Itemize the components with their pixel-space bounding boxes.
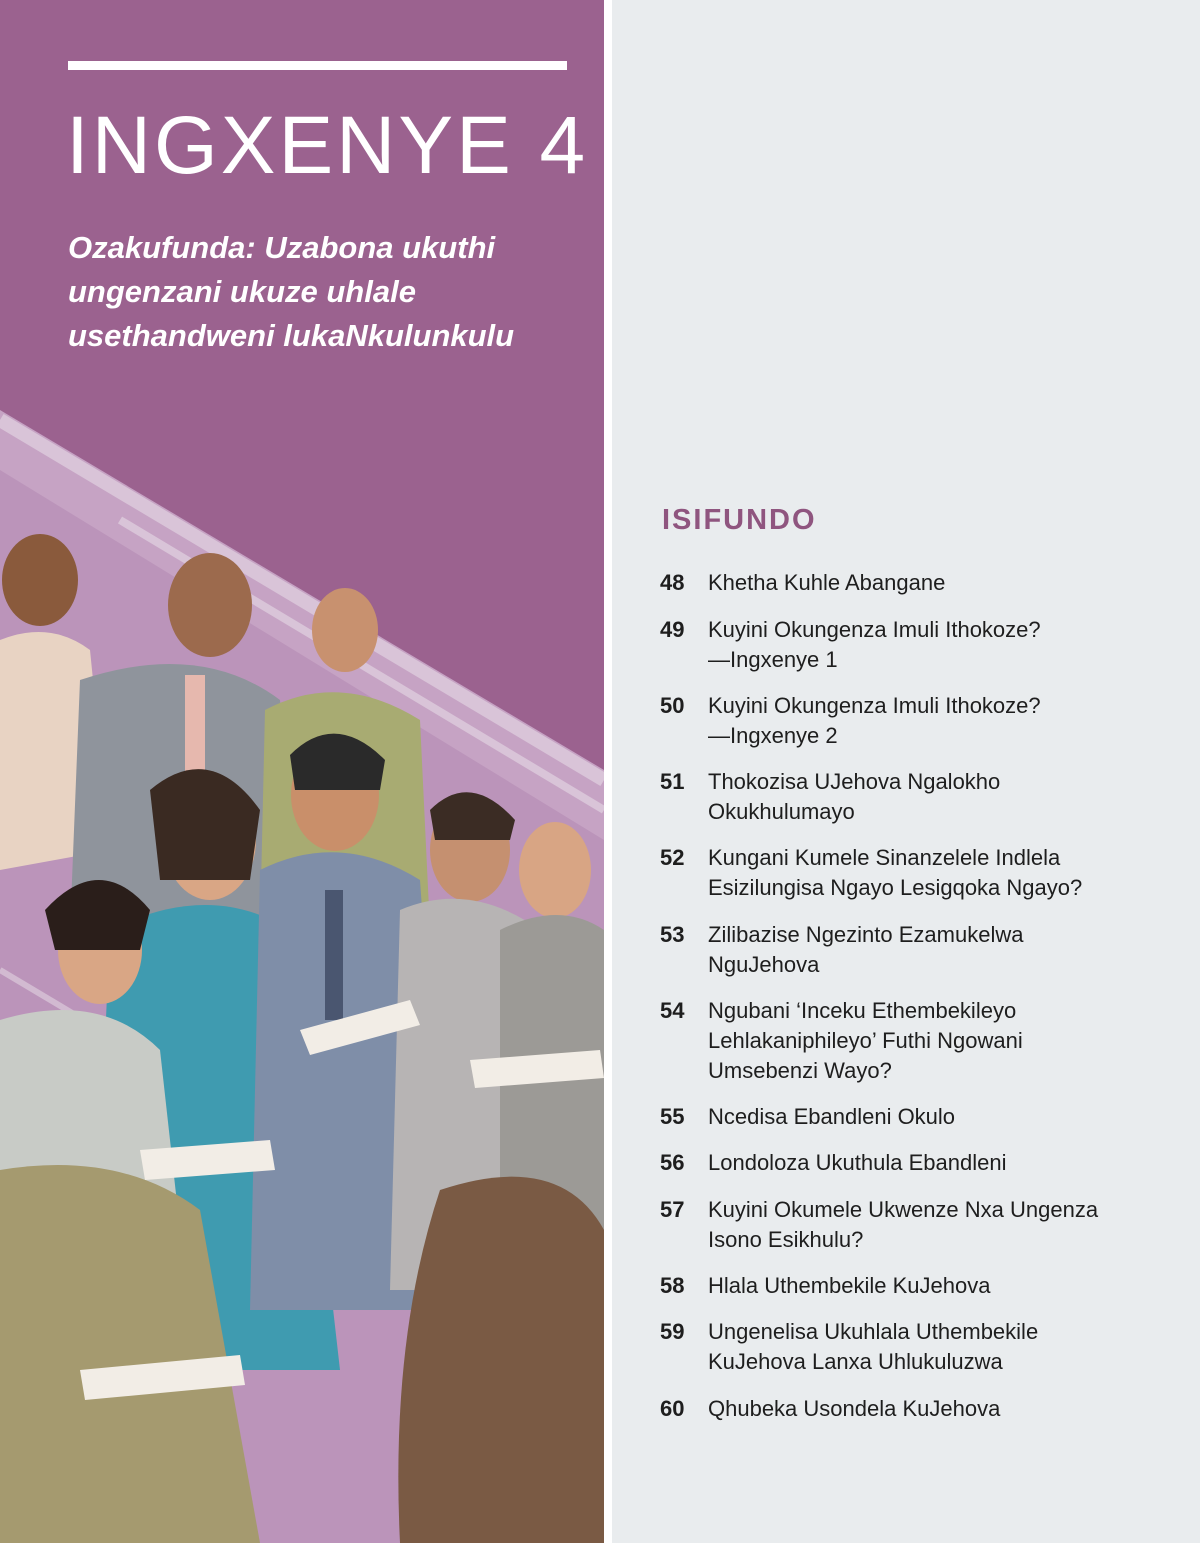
lesson-title: Kuyini Okumele Ukwenze Nxa Ungenza Isono Esikhulu? — [708, 1197, 1099, 1252]
part-subtitle: Ozakufunda: Uzabona ukuthi ungenzani ukuze uhlale usethandweni lukaNkulunkulu — [68, 230, 515, 353]
lesson-title: Khetha Kuhle Abangane — [708, 570, 946, 595]
toc-item-49[interactable] — [660, 615, 1160, 675]
lesson-title: Kungani Kumele Sinanzelele Indlela Esizilungisa Ngayo Lesigqoka Ngayo? — [708, 845, 1083, 900]
toc-item-54[interactable] — [660, 996, 1160, 1086]
lesson-number: 58 — [660, 1273, 685, 1298]
lesson-title: Thokozisa UJehova Ngalokho Okukhulumayo — [708, 769, 1001, 824]
top-rule — [68, 61, 567, 70]
lesson-number: 54 — [660, 998, 685, 1023]
lesson-title: Ungenelisa Ukuhlala Uthembekile KuJehova Lanxa Uhlukuluzwa — [708, 1319, 1039, 1374]
lesson-title: Ngubani ‘Inceku Ethembekileyo Lehlakaniphileyo’ Futhi Ngowani Umsebenzi Wayo? — [708, 998, 1023, 1083]
congregation-illustration — [0, 410, 604, 1543]
toc-item-52[interactable] — [660, 843, 1160, 903]
lesson-title: Ncedisa Ebandleni Okulo — [708, 1104, 956, 1129]
toc-item-56[interactable] — [660, 1148, 1160, 1178]
toc-item-57[interactable] — [660, 1195, 1160, 1255]
lesson-number: 48 — [660, 570, 685, 595]
lesson-number: 52 — [660, 845, 685, 870]
toc-item-51[interactable] — [660, 767, 1160, 827]
page-divider — [604, 0, 612, 1543]
toc-item-58[interactable] — [660, 1271, 1160, 1301]
lesson-title: Londoloza Ukuthula Ebandleni — [708, 1150, 1007, 1175]
toc-item-53[interactable] — [660, 920, 1160, 980]
lesson-number: 51 — [660, 769, 685, 794]
toc-item-50[interactable] — [660, 691, 1160, 751]
part-title: INGXENYE 4 — [66, 100, 589, 191]
toc-item-60[interactable] — [660, 1394, 1160, 1424]
lesson-number: 56 — [660, 1150, 685, 1175]
person-woman-foreground-hair — [398, 1177, 604, 1543]
lesson-number: 57 — [660, 1197, 685, 1222]
lesson-title: Qhubeka Usondela KuJehova — [708, 1396, 1001, 1421]
toc-item-48[interactable] — [660, 568, 1160, 598]
lesson-number: 55 — [660, 1104, 685, 1129]
toc-item-55[interactable] — [660, 1102, 1160, 1132]
lesson-number: 59 — [660, 1319, 685, 1344]
lesson-title: Zilibazise Ngezinto Ezamukelwa NguJehova — [708, 922, 1024, 977]
lesson-number: 60 — [660, 1396, 685, 1421]
lesson-number: 53 — [660, 922, 685, 947]
lesson-number: 49 — [660, 617, 685, 642]
toc-item-59[interactable] — [660, 1317, 1160, 1377]
lesson-title: Kuyini Okungenza Imuli Ithokoze? —Ingxenye 2 — [708, 693, 1041, 748]
toc-heading: ISIFUNDO — [662, 504, 817, 536]
lesson-title: Kuyini Okungenza Imuli Ithokoze? —Ingxenye 1 — [708, 617, 1041, 672]
lesson-number: 50 — [660, 693, 685, 718]
lesson-title: Hlala Uthembekile KuJehova — [708, 1273, 991, 1298]
